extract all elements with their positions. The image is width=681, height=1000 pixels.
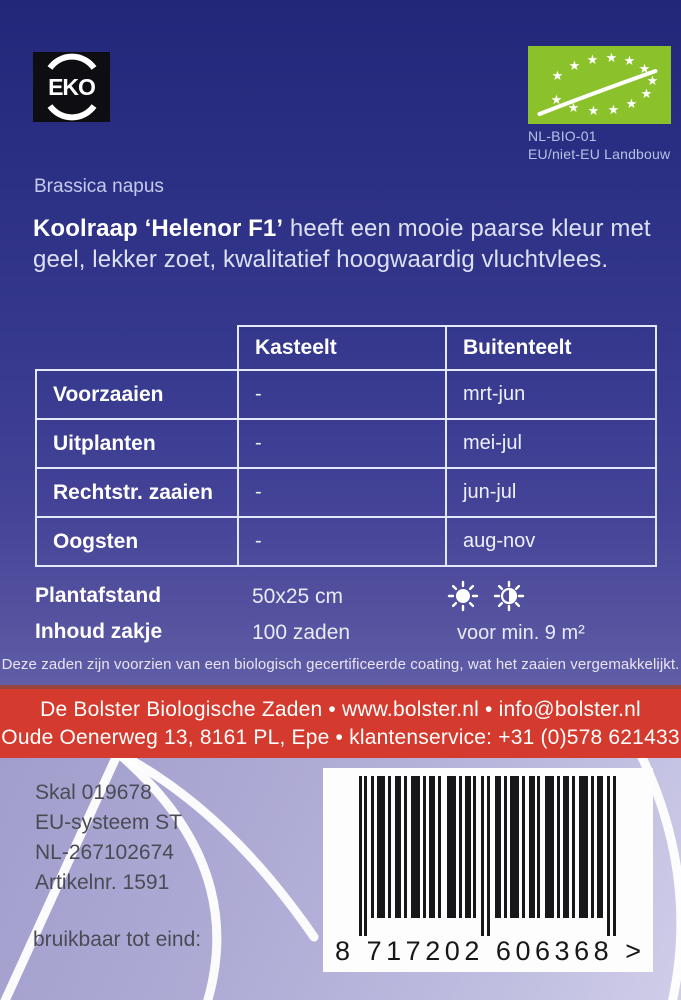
company-line: De Bolster Biologische Zaden • www.bolster.nl • info@bolster.nl (40, 698, 641, 721)
table-header-row (36, 326, 656, 370)
full-sun-icon (447, 580, 479, 612)
row-label: Uitplanten (36, 419, 238, 468)
eu-leaf-icon (528, 46, 671, 124)
inhoud-value: 100 zaden (252, 621, 351, 644)
row-label: Voorzaaien (36, 370, 238, 419)
table-row (36, 419, 656, 468)
svg-text:★: ★ (587, 104, 600, 119)
product-description (33, 213, 658, 275)
barcode (323, 768, 653, 972)
description-text: heeft een mooie paarse kleur met geel, lekker zoet, kwalitatief hoogwaardig vluchtvlees. (33, 215, 651, 273)
table-row (36, 370, 656, 419)
eko-logo (33, 52, 110, 122)
cell-kasteelt: - (238, 517, 446, 566)
svg-text:★: ★ (646, 74, 659, 89)
species-name: Brassica napus (34, 176, 164, 197)
svg-text:★: ★ (640, 87, 653, 102)
eu-control-code: NL-BIO-01 (528, 128, 597, 144)
coverage-value: voor min. 9 m² (457, 622, 585, 644)
row-label: Oogsten (36, 517, 238, 566)
svg-text:★: ★ (550, 93, 563, 108)
table-header-buitenteelt: Buitenteelt (446, 326, 656, 370)
product-name: Koolraap ‘Helenor F1’ (33, 215, 284, 242)
svg-text:★: ★ (586, 53, 599, 68)
cell-buitenteelt: mrt-jun (446, 370, 656, 419)
barcode-number: 8 717202 606368 > (335, 936, 641, 966)
coating-note: Deze zaden zijn voorzien van een biologisch gecertificeerde coating, wat het zaaien vergemakkelijkt. (1, 656, 680, 673)
table-header-empty (36, 326, 238, 370)
svg-text:★: ★ (638, 62, 651, 77)
cell-buitenteelt: jun-jul (446, 468, 656, 517)
cell-kasteelt: - (238, 468, 446, 517)
svg-text:★: ★ (551, 69, 564, 84)
svg-text:★: ★ (567, 101, 580, 116)
table-row (36, 468, 656, 517)
cultivation-table (35, 325, 657, 567)
svg-text:★: ★ (625, 97, 638, 112)
skal-number: Skal 019678 (35, 781, 152, 804)
half-sun-icon (493, 580, 525, 612)
article-number: Artikelnr. 1591 (35, 871, 170, 894)
address-line: Oude Oenerweg 13, 8161 PL, Epe • klantenservice: +31 (0)578 621433 (1, 726, 680, 749)
table-header-kasteelt: Kasteelt (238, 326, 446, 370)
cell-buitenteelt: mei-jul (446, 419, 656, 468)
plantafstand-label: Plantafstand (35, 584, 162, 607)
plantafstand-value: 50x25 cm (252, 585, 344, 608)
eu-system: EU-systeem ST (35, 811, 183, 834)
svg-text:★: ★ (623, 54, 636, 69)
eko-icon (33, 52, 110, 122)
inhoud-label: Inhoud zakje (35, 620, 163, 643)
table-row (36, 517, 656, 566)
eu-organic-logo (528, 46, 671, 124)
svg-text:★: ★ (607, 103, 620, 118)
contact-band (0, 685, 681, 758)
svg-text:★: ★ (605, 51, 618, 66)
cell-kasteelt: - (238, 370, 446, 419)
registration-block (35, 778, 182, 898)
sun-exposure-icons (447, 580, 525, 612)
cell-kasteelt: - (238, 419, 446, 468)
svg-text:★: ★ (568, 59, 581, 74)
row-label: Rechtstr. zaaien (36, 468, 238, 517)
eu-origin-statement: EU/niet-EU Landbouw (528, 146, 671, 162)
cell-buitenteelt: aug-nov (446, 517, 656, 566)
expiry-label: bruikbaar tot eind: (33, 928, 202, 951)
eko-label: EKO (48, 74, 95, 100)
barcode-bars-icon (323, 768, 653, 972)
nl-number: NL-267102674 (35, 841, 174, 864)
